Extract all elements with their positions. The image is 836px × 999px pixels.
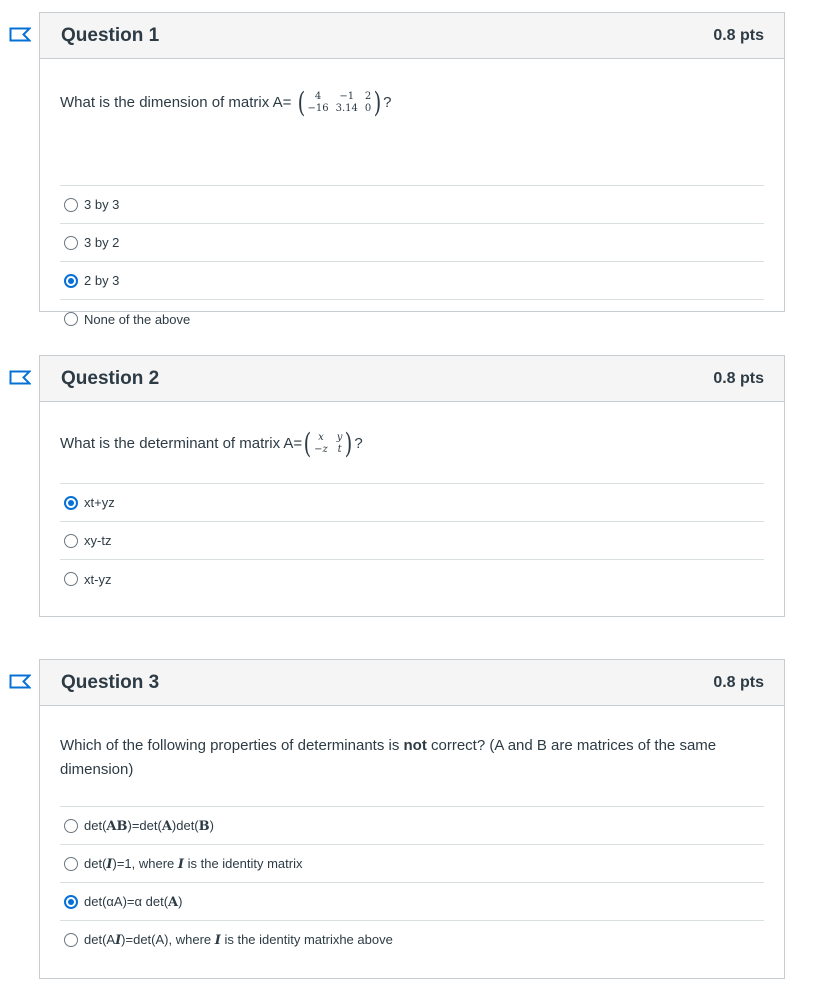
matrix-cell: 4	[314, 91, 322, 102]
answer-option[interactable]	[60, 522, 764, 560]
flag-question-3-icon[interactable]	[9, 674, 31, 689]
question-text-emphasis: not	[403, 737, 427, 754]
question-points: 0.8 pts	[713, 26, 764, 44]
matrix-cell: 3.14	[335, 103, 358, 114]
question-header	[40, 13, 784, 59]
question-3	[39, 659, 785, 979]
question-2	[39, 355, 785, 617]
answer-label: xy-tz	[84, 533, 112, 548]
matrix-cell: −16	[307, 103, 329, 114]
matrix-cell: −z	[314, 444, 328, 455]
question-1	[39, 12, 785, 327]
answer-label: det(AB)=det(A)det(B)	[84, 817, 214, 834]
answer-label: det(αA)=α det(A)	[84, 893, 183, 910]
answer-label: det(AI)=det(A), where I is the identity matrixhe above	[84, 932, 393, 948]
answer-label: xt+yz	[84, 495, 115, 510]
answer-option[interactable]	[60, 300, 764, 338]
radio-button-icon[interactable]	[64, 895, 78, 909]
radio-button-icon[interactable]	[64, 933, 78, 947]
answer-list	[60, 806, 764, 959]
flag-question-1-icon[interactable]	[9, 27, 31, 42]
matrix-cell: 2	[364, 91, 372, 102]
answer-option[interactable]	[60, 224, 764, 262]
radio-button-icon[interactable]	[64, 274, 78, 288]
question-title: Question 1	[61, 24, 160, 46]
radio-button-icon[interactable]	[64, 496, 78, 510]
question-points: 0.8 pts	[713, 673, 764, 691]
answer-label: 3 by 3	[84, 197, 120, 212]
radio-button-icon[interactable]	[64, 572, 78, 586]
matrix-cell: t	[337, 444, 342, 455]
matrix-a: ( 4 −1 2 −16 3.14 0 )	[297, 86, 382, 119]
answer-list	[60, 483, 764, 598]
matrix-grid	[306, 91, 372, 115]
answer-label: xt-yz	[84, 571, 112, 587]
answer-option[interactable]	[60, 807, 764, 845]
answer-option[interactable]	[60, 845, 764, 883]
radio-button-icon[interactable]	[64, 819, 78, 833]
answer-option[interactable]	[60, 921, 764, 959]
question-title: Question 2	[61, 367, 160, 389]
question-text-part: correct? (A and B are matrices of the same dimension)	[60, 737, 717, 778]
answer-label: det(I)=1, where I is the identity matrix	[84, 855, 303, 872]
question-text-prefix: What is the determinant of matrix A=	[60, 434, 303, 452]
matrix-cell: y	[336, 432, 343, 443]
question-points: 0.8 pts	[713, 369, 764, 387]
question-text	[60, 402, 764, 483]
answer-option[interactable]	[60, 883, 764, 921]
question-title: Question 3	[61, 671, 160, 693]
matrix-cell: 0	[364, 103, 372, 114]
answer-option[interactable]	[60, 484, 764, 522]
radio-button-icon[interactable]	[64, 312, 78, 326]
answer-label: 3 by 2	[84, 235, 120, 250]
question-text	[60, 706, 764, 806]
answer-label: None of the above	[84, 311, 191, 327]
question-text-suffix: ?	[354, 434, 363, 452]
question-text	[60, 59, 764, 140]
matrix-cell: −1	[339, 91, 355, 102]
radio-button-icon[interactable]	[64, 198, 78, 212]
matrix-grid	[313, 432, 343, 456]
answer-option[interactable]	[60, 262, 764, 300]
question-text-prefix: What is the dimension of matrix A=	[60, 93, 292, 111]
answer-option[interactable]	[60, 560, 764, 598]
radio-button-icon[interactable]	[64, 534, 78, 548]
answer-label: 2 by 3	[84, 273, 120, 288]
question-header	[40, 356, 784, 402]
radio-button-icon[interactable]	[64, 857, 78, 871]
flag-question-2-icon[interactable]	[9, 370, 31, 385]
question-header	[40, 660, 784, 706]
matrix-a: ( x y −z t )	[303, 427, 353, 460]
matrix-cell: x	[318, 432, 324, 443]
question-text-part: Which of the following properties of determinants is	[60, 737, 404, 754]
answer-list	[60, 185, 764, 338]
answer-option[interactable]	[60, 186, 764, 224]
radio-button-icon[interactable]	[64, 236, 78, 250]
question-text-suffix: ?	[383, 93, 392, 111]
